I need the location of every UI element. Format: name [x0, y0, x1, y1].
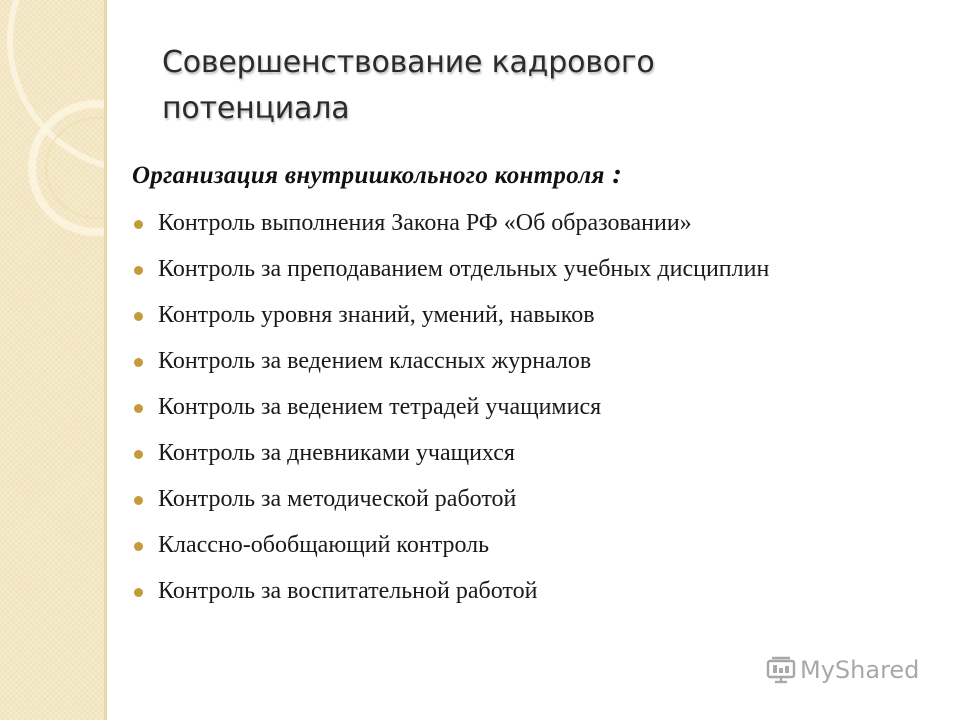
- list-item-text: Контроль за преподаванием отдельных учебных дисциплин: [158, 256, 770, 282]
- control-items-list: [134, 206, 894, 620]
- list-item-text: Контроль за воспитательной работой: [158, 578, 538, 604]
- list-item: [134, 528, 894, 562]
- list-item: [134, 344, 894, 378]
- bullet-icon: [134, 266, 143, 275]
- list-item: [134, 252, 838, 286]
- decorative-side-panel: [0, 0, 104, 720]
- slide-subtitle: [132, 158, 622, 191]
- presentation-icon: [766, 656, 796, 684]
- slide-title: Совершенствование кадрового потенциала: [162, 45, 655, 126]
- watermark: [766, 656, 919, 684]
- list-item-text: Контроль за дневниками учащихся: [158, 440, 515, 466]
- list-item: [134, 206, 894, 240]
- decorative-rings: [0, 0, 104, 300]
- list-item-text: Контроль выполнения Закона РФ «Об образовании»: [158, 210, 692, 236]
- list-item-text: Контроль за методической работой: [158, 486, 517, 512]
- side-panel-edge: [104, 0, 107, 720]
- list-item-text: Контроль за ведением тетрадей учащимися: [158, 394, 602, 420]
- subtitle-text: Организация внутришкольного контроля: [132, 162, 605, 189]
- subtitle-colon: :: [604, 158, 623, 190]
- list-item: [134, 482, 894, 516]
- bullet-icon: [134, 404, 143, 413]
- list-item-text: Контроль уровня знаний, умений, навыков: [158, 302, 595, 328]
- bullet-icon: [134, 496, 143, 505]
- bullet-icon: [134, 312, 143, 321]
- list-item: [134, 436, 894, 470]
- list-item: [134, 390, 894, 424]
- bullet-icon: [134, 358, 143, 367]
- watermark-text: MyShared: [800, 656, 920, 684]
- list-item-text: Контроль за ведением классных журналов: [158, 348, 592, 374]
- bullet-icon: [134, 220, 143, 229]
- bullet-icon: [134, 542, 143, 551]
- list-item: [134, 574, 894, 608]
- bullet-icon: [134, 450, 143, 459]
- bullet-icon: [134, 588, 143, 597]
- list-item-text: Классно-обобщающий контроль: [158, 532, 490, 558]
- list-item: [134, 298, 894, 332]
